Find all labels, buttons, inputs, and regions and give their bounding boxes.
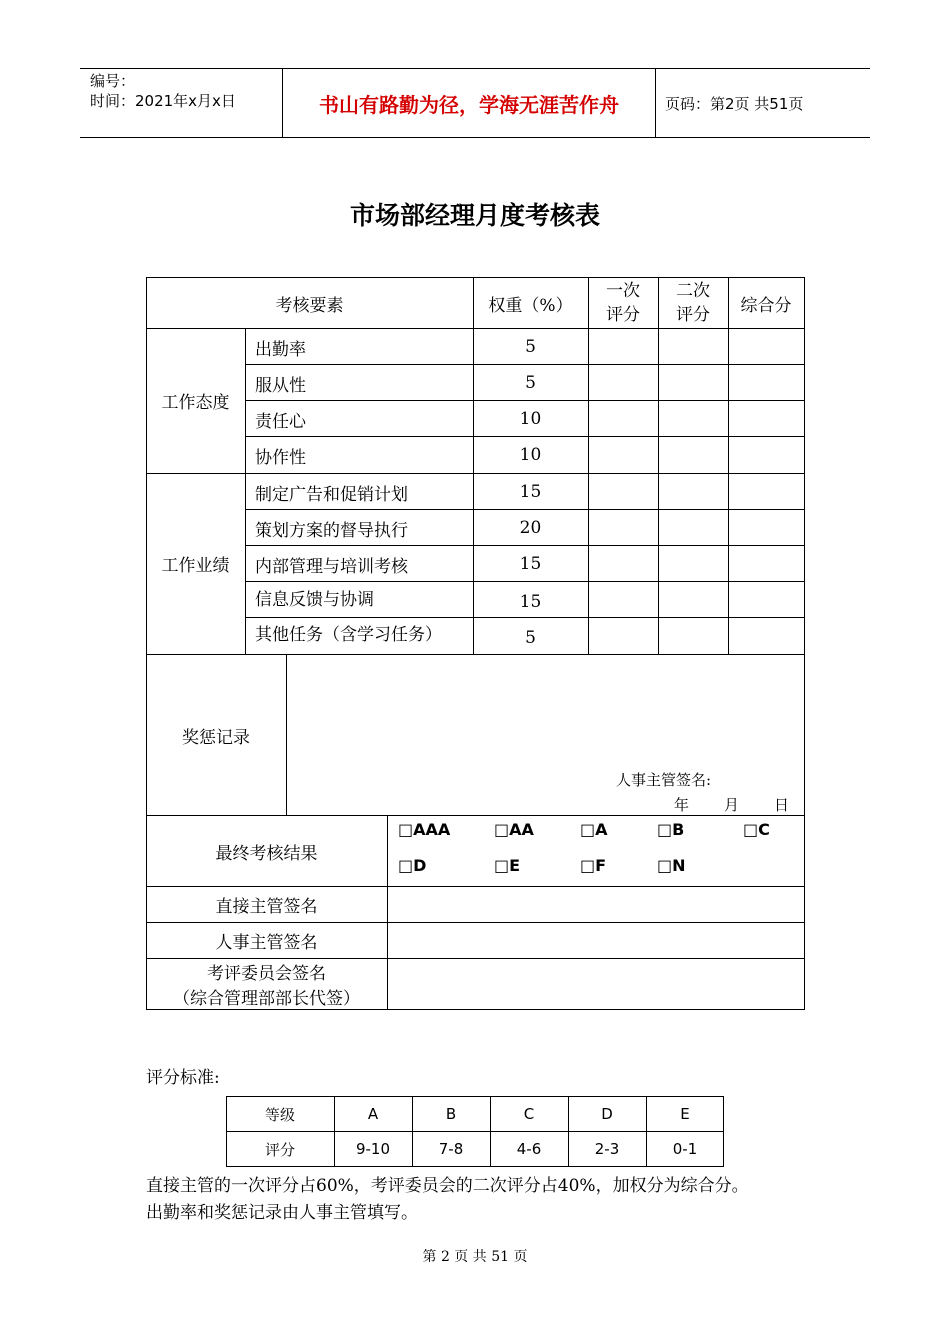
result-option-aa[interactable]: □AA (494, 820, 534, 839)
item-weight: 15 (519, 482, 542, 502)
col-header-weight: 权重（%） (488, 295, 573, 316)
criteria-grade: C (523, 1105, 535, 1123)
result-option-e[interactable]: □E (494, 856, 521, 875)
reward-hr-sign-label: 人事主管签名: (616, 771, 712, 789)
page-footer: 第 2 页 共 51 页 (422, 1249, 528, 1265)
page-title: 市场部经理月度考核表 (349, 201, 600, 230)
col-header-total: 综合分 (740, 295, 792, 316)
item-weight: 5 (525, 337, 536, 357)
item-label: 内部管理与培训考核 (255, 556, 408, 577)
hr-supervisor-sign-label: 人事主管签名 (215, 933, 318, 953)
committee-sign-note: （综合管理部部长代签） (173, 989, 360, 1009)
result-option-b[interactable]: □B (657, 820, 685, 839)
criteria-score: 9-10 (355, 1140, 391, 1158)
col-header-first-score: 一次 评分 (606, 281, 640, 325)
item-label: 出勤率 (255, 339, 306, 360)
result-option-n[interactable]: □N (657, 856, 686, 875)
item-weight: 15 (519, 592, 542, 612)
page-label: 页码：第2页 共51页 (665, 94, 804, 113)
criteria-score: 4-6 (516, 1140, 542, 1158)
result-option-d[interactable]: □D (398, 856, 427, 875)
criteria-grade: B (445, 1105, 457, 1123)
time-label: 时间：2021年x月x日 (90, 92, 236, 110)
item-weight: 20 (519, 518, 542, 538)
criteria-score: 2-3 (594, 1140, 620, 1158)
col-header-factor: 考核要素 (275, 295, 344, 316)
group-name-attitude: 工作态度 (161, 393, 230, 413)
note-weighting: 直接主管的一次评分占60%，考评委员会的二次评分占40%，加权分为综合分。 (146, 1176, 749, 1196)
note-filled-by-hr: 出勤率和奖惩记录由人事主管填写。 (146, 1203, 418, 1223)
direct-supervisor-sign-label: 直接主管签名 (215, 897, 318, 917)
item-label: 服从性 (255, 375, 306, 396)
criteria-score: 0-1 (672, 1140, 698, 1158)
header-motto: 书山有路勤为径，学海无涯苦作舟 (282, 69, 656, 137)
criteria-grade: A (367, 1105, 379, 1123)
reward-date-year: 年 (674, 796, 690, 814)
criteria-row-label-score: 评分 (264, 1140, 295, 1159)
item-label: 信息反馈与协调 (255, 589, 374, 610)
reward-date-day: 日 (774, 796, 790, 814)
col-header-second-score: 二次 评分 (676, 281, 710, 325)
item-weight: 5 (525, 628, 536, 648)
criteria-score: 7-8 (438, 1140, 464, 1158)
result-option-c[interactable]: □C (743, 820, 770, 839)
item-label: 协作性 (255, 447, 306, 468)
item-label: 策划方案的督导执行 (255, 520, 408, 541)
criteria-grade: D (601, 1105, 613, 1123)
committee-sign-label: 考评委员会签名 (207, 964, 326, 984)
number-label: 编号： (90, 72, 136, 90)
item-weight: 15 (519, 554, 542, 574)
item-label: 制定广告和促销计划 (255, 484, 408, 505)
reward-date-month: 月 (724, 796, 740, 814)
result-option-a[interactable]: □A (580, 820, 608, 839)
reward-record-label: 奖惩记录 (182, 727, 250, 748)
criteria-grade: E (680, 1105, 690, 1123)
item-label: 责任心 (255, 411, 306, 432)
item-weight: 10 (519, 445, 542, 465)
item-label: 其他任务（含学习任务） (255, 624, 442, 645)
final-result-label: 最终考核结果 (215, 843, 318, 864)
result-option-aaa[interactable]: □AAA (398, 820, 451, 839)
group-name-performance: 工作业绩 (161, 556, 230, 576)
item-weight: 5 (525, 373, 536, 393)
criteria-title: 评分标准: (146, 1068, 220, 1088)
result-option-f[interactable]: □F (580, 856, 607, 875)
criteria-row-label-grade: 等级 (264, 1105, 295, 1124)
item-weight: 10 (519, 409, 542, 429)
